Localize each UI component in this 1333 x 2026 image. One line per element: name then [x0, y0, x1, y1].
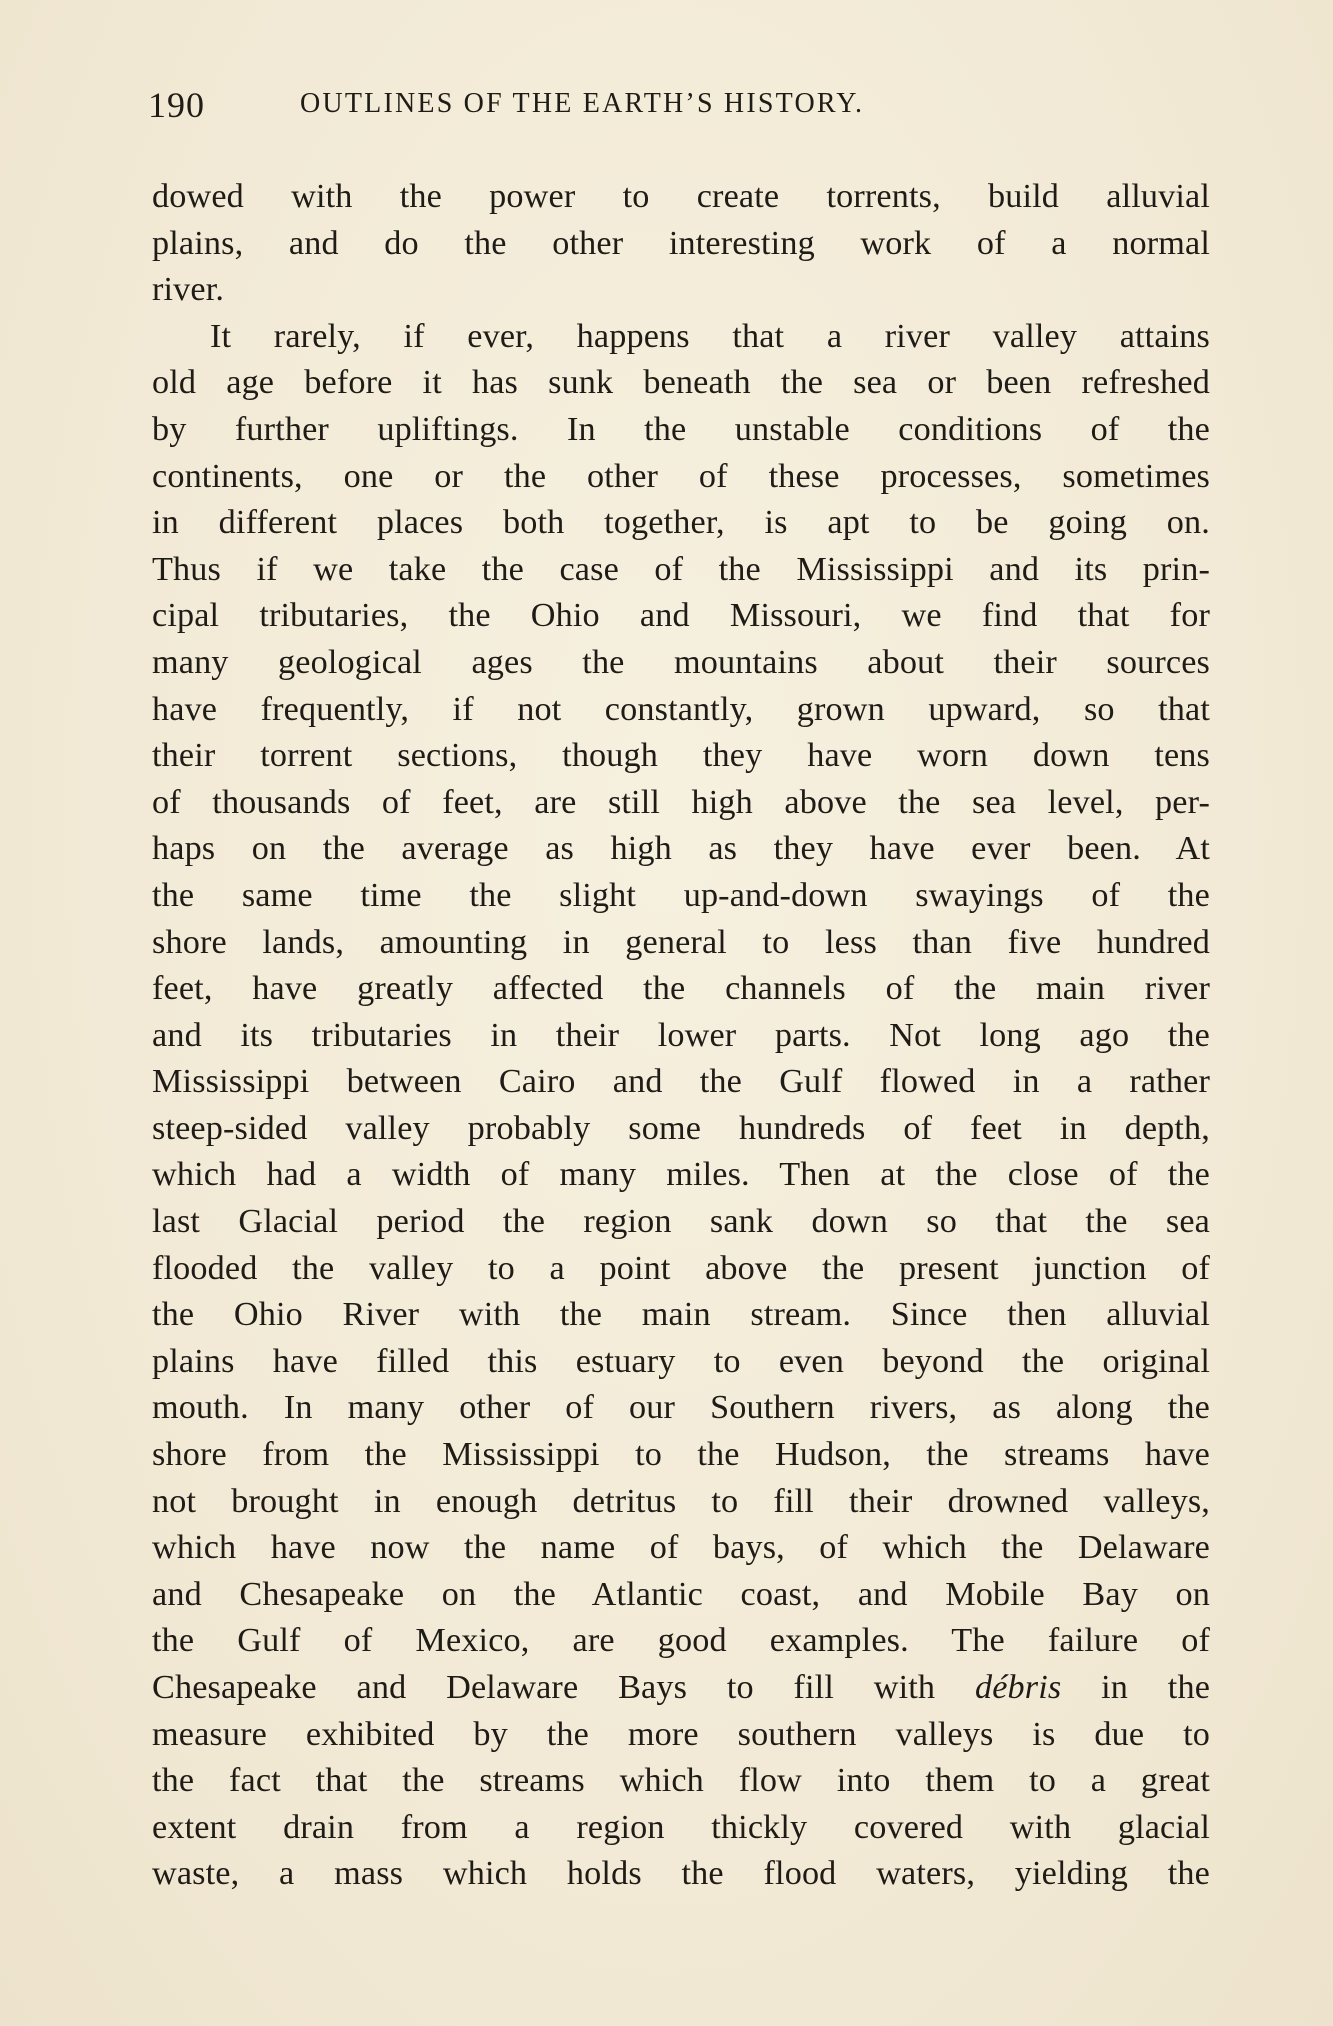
debris-italic: débris: [974, 1669, 1062, 1706]
text-line: by further upliftings. In the unstable conditions of the: [152, 410, 1210, 448]
text-line: which had a width of many miles. Then at the close of the: [152, 1156, 1210, 1194]
text-line-debris: [152, 1665, 1210, 1712]
text-line: plains, and do the other interesting work of a normal: [152, 224, 1210, 262]
paragraph-continuation: [152, 174, 1210, 314]
text-line: old age before it has sunk beneath the sea or been refreshed: [152, 364, 1210, 402]
text-line: their torrent sections, though they have worn down tens: [152, 737, 1210, 775]
text-line: have frequently, if not constantly, grown upward, so that: [152, 690, 1210, 728]
text-line: of thousands of feet, are still high above the sea level, per-: [152, 783, 1210, 821]
text-line: river.: [152, 271, 225, 309]
text-line: plains have filled this estuary to even beyond the original: [152, 1342, 1210, 1380]
text-line: the Ohio River with the main stream. Since then alluvial: [152, 1296, 1210, 1334]
text-line: waste, a mass which holds the flood waters, yielding the: [152, 1855, 1210, 1893]
text-line: It rarely, if ever, happens that a river valley attains: [210, 317, 1210, 355]
text-line: many geological ages the mountains about their sources: [152, 643, 1210, 681]
text-line: flooded the valley to a point above the present junction of: [152, 1249, 1210, 1287]
text-line: mouth. In many other of our Southern rivers, as along the: [152, 1389, 1210, 1427]
text-line: continents, one or the other of these processes, sometimes: [152, 457, 1210, 495]
text-line: Mississippi between Cairo and the Gulf flowed in a rather: [152, 1063, 1210, 1101]
running-head: [148, 84, 1208, 134]
text-line: which have now the name of bays, of which the Delaware: [152, 1529, 1210, 1567]
text-line: extent drain from a region thickly covered with glacial: [152, 1808, 1210, 1846]
text-line: cipal tributaries, the Ohio and Missouri, we find that for: [152, 597, 1210, 635]
body-text: [152, 174, 1210, 1898]
text-line: dowed with the power to create torrents, build alluvial: [152, 178, 1210, 215]
text-line: not brought in enough detritus to fill their drowned valleys,: [152, 1482, 1210, 1520]
debris-line-after: in the: [1101, 1669, 1211, 1706]
text-line: the fact that the streams which flow into them to a great: [152, 1762, 1210, 1800]
page-number: 190: [148, 85, 205, 125]
text-line: in different places both together, is apt to be going on.: [152, 504, 1210, 542]
text-line: last Glacial period the region sank down so that the sea: [152, 1203, 1210, 1241]
text-line: Thus if we take the case of the Mississippi and its prin-: [152, 550, 1210, 588]
text-line: the same time the slight up-and-down swayings of the: [152, 876, 1210, 914]
text-line: shore from the Mississippi to the Hudson, the streams have: [152, 1436, 1210, 1474]
text-line: feet, have greatly affected the channels of the main river: [152, 970, 1210, 1008]
text-line: and Chesapeake on the Atlantic coast, and Mobile Bay on: [152, 1575, 1210, 1613]
running-head-title: OUTLINES OF THE EARTH’S HISTORY.: [300, 88, 865, 119]
text-line: and its tributaries in their lower parts. Not long ago the: [152, 1016, 1210, 1054]
text-line: haps on the average as high as they have ever been. At: [152, 830, 1210, 868]
paragraph-main: [152, 314, 1210, 1898]
text-line: shore lands, amounting in general to less than five hundred: [152, 923, 1210, 961]
text-line: the Gulf of Mexico, are good examples. The failure of: [152, 1622, 1210, 1660]
debris-line-before: Chesapeake and Delaware Bays to fill with: [152, 1669, 936, 1706]
text-line: steep-sided valley probably some hundreds of feet in depth,: [152, 1109, 1210, 1147]
text-line: measure exhibited by the more southern valleys is due to: [152, 1715, 1210, 1753]
